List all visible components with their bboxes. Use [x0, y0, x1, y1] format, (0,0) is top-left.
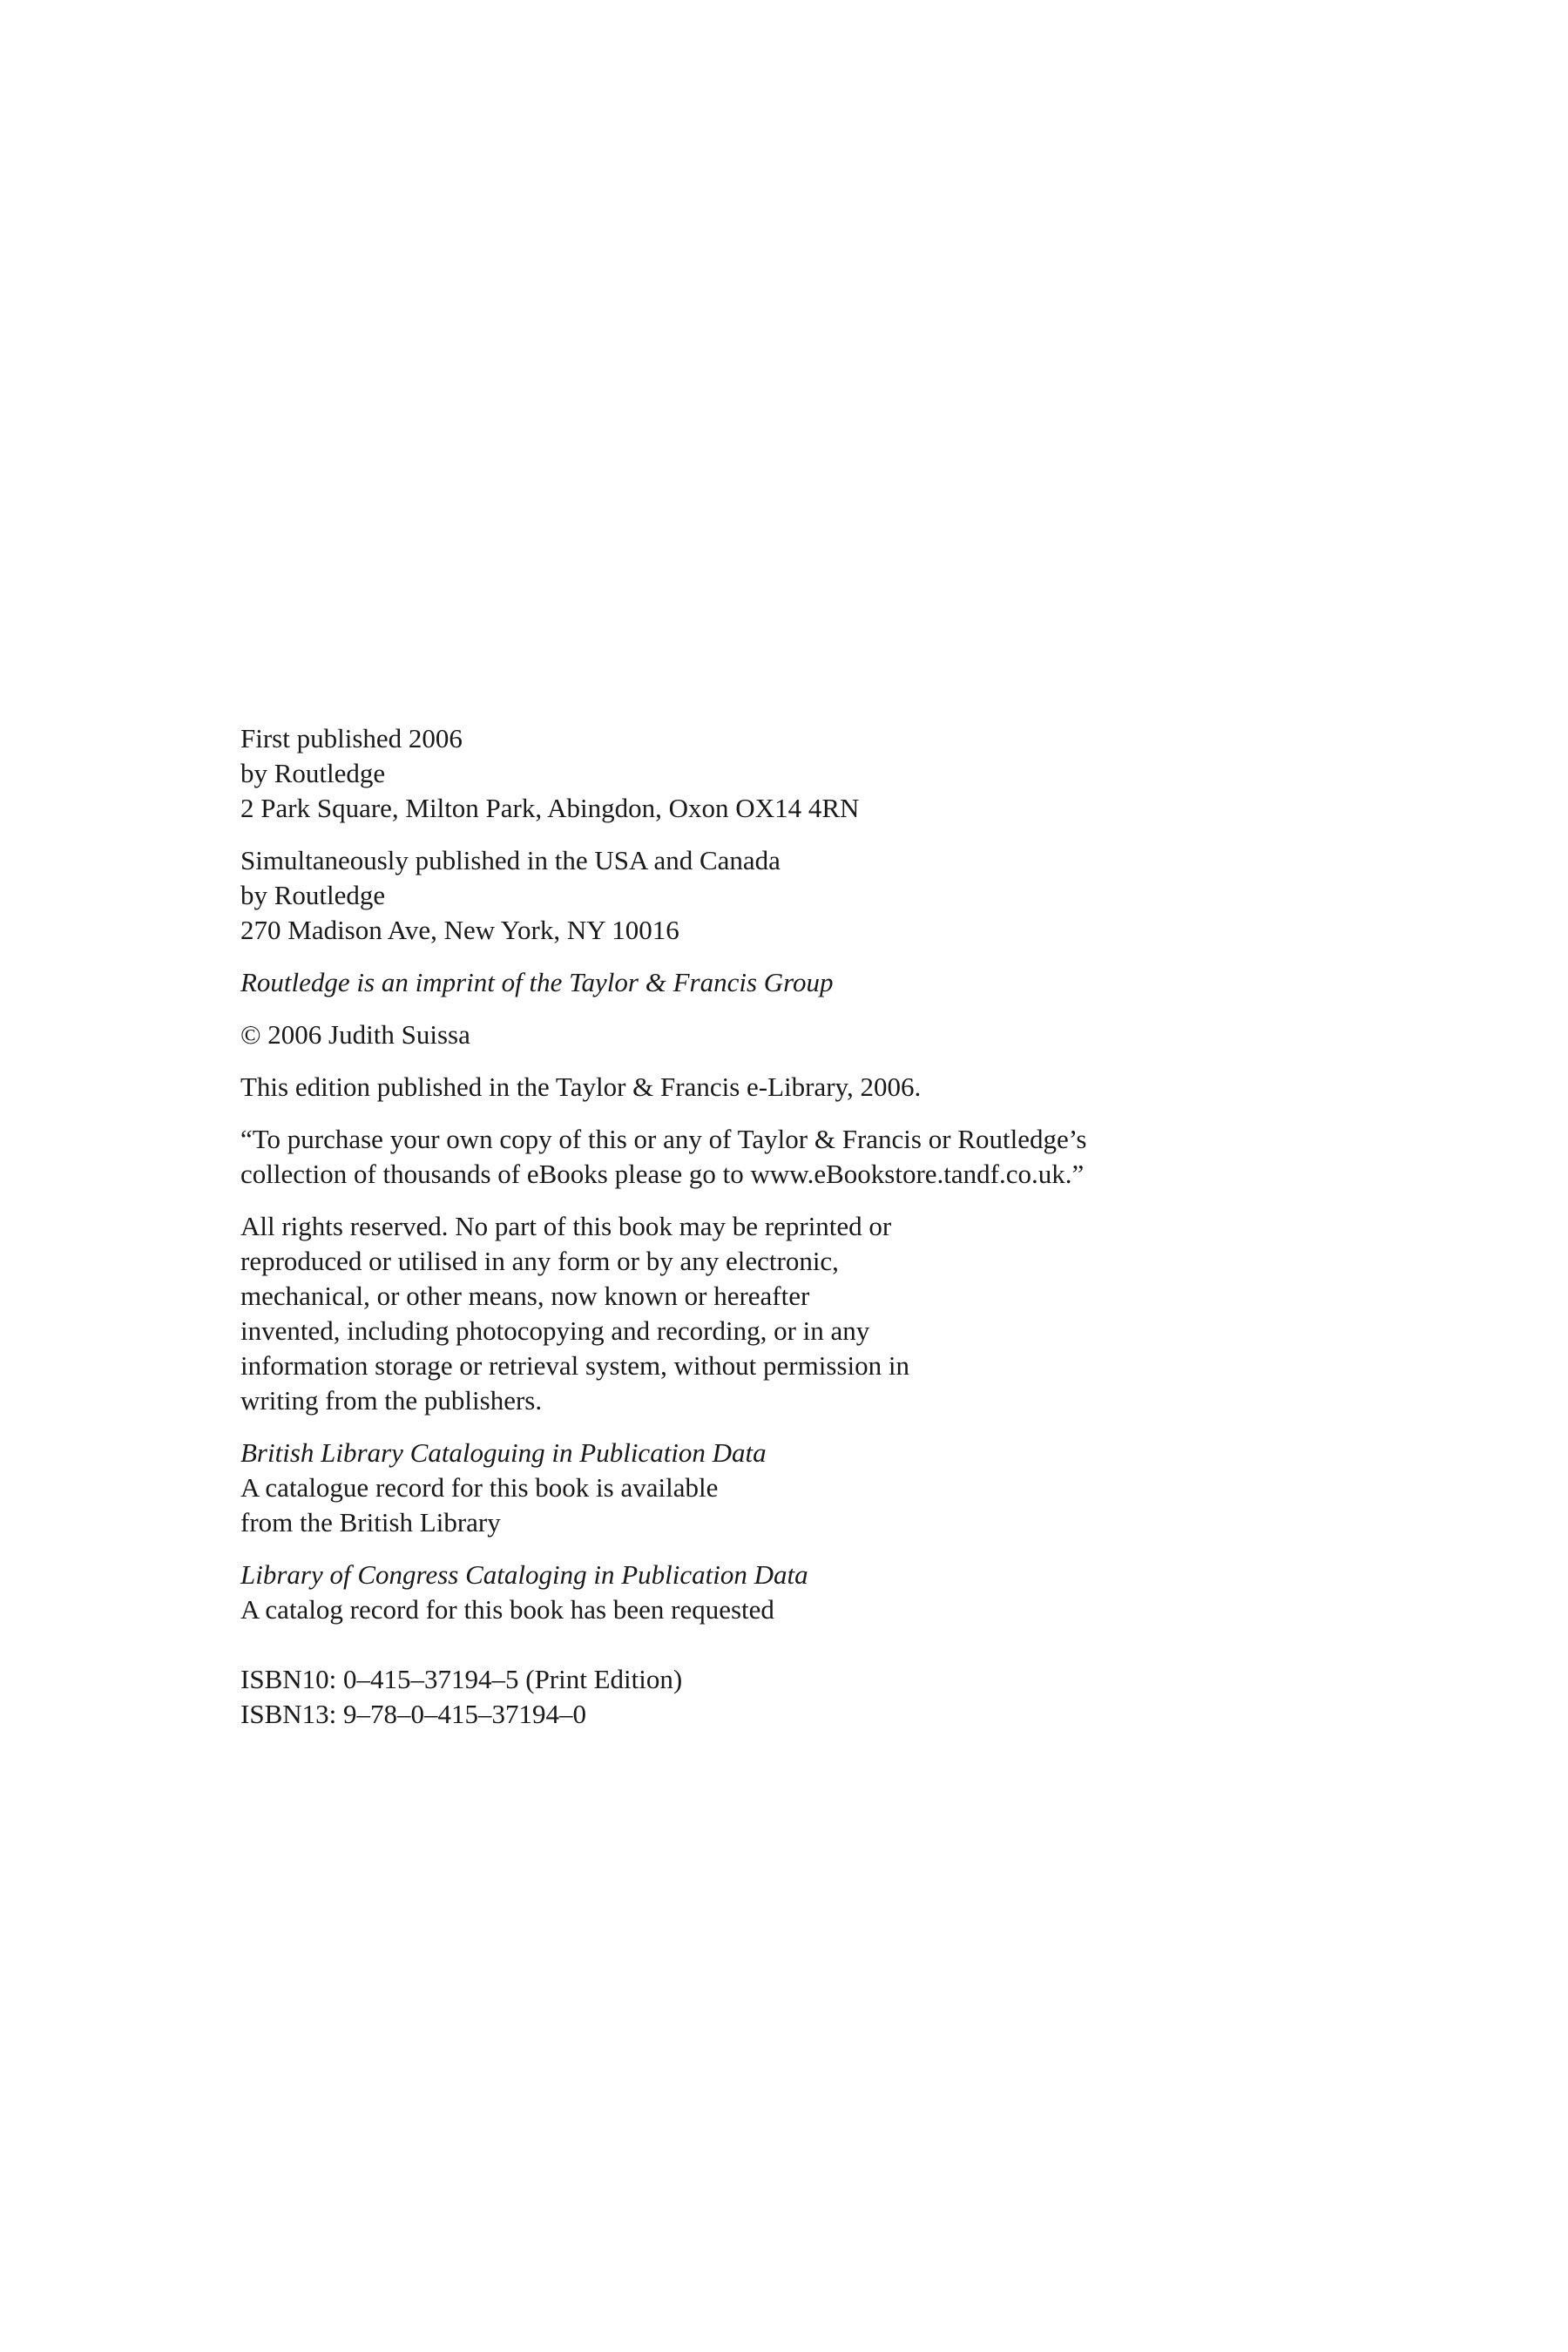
- usa-publisher-line: by Routledge: [240, 880, 386, 910]
- purchase-block: [240, 1122, 1355, 1192]
- simultaneous-publication-line: Simultaneously published in the USA and Canada: [240, 845, 781, 875]
- rights-line-1: All rights reserved. No part of this book may be reprinted or: [240, 1211, 892, 1241]
- copyright-line: © 2006 Judith Suissa: [240, 1019, 470, 1050]
- usa-canada-block: [240, 843, 1355, 948]
- publisher-line: by Routledge: [240, 758, 386, 788]
- british-library-block: [240, 1436, 1355, 1540]
- rights-line-3: mechanical, or other means, now known or hereafter: [240, 1281, 810, 1311]
- rights-block: [240, 1209, 1355, 1418]
- purchase-line-1: “To purchase your own copy of this or any of Taylor & Francis or Routledge’s: [240, 1124, 1087, 1154]
- isbn13-line: ISBN13: 9–78–0–415–37194–0: [240, 1699, 586, 1729]
- rights-line-6: writing from the publishers.: [240, 1385, 543, 1416]
- rights-line-4: invented, including photocopying and recording, or in any: [240, 1315, 870, 1346]
- usa-publisher-address: 270 Madison Ave, New York, NY 10016: [240, 915, 679, 945]
- publisher-address: 2 Park Square, Milton Park, Abingdon, Oxon OX14 4RN: [240, 793, 860, 823]
- rights-line-2: reproduced or utilised in any form or by any electronic,: [240, 1246, 839, 1276]
- first-published-line: First published 2006: [240, 723, 463, 754]
- british-library-heading: British Library Cataloguing in Publication Data: [240, 1437, 767, 1468]
- imprint-block: [240, 965, 1355, 1000]
- british-library-line-1: A catalogue record for this book is available: [240, 1472, 719, 1503]
- isbn10-line: ISBN10: 0–415–37194–5 (Print Edition): [240, 1664, 683, 1694]
- library-of-congress-block: [240, 1558, 1355, 1627]
- copyright-block: [240, 1017, 1355, 1052]
- edition-line: This edition published in the Taylor & Francis e-Library, 2006.: [240, 1071, 922, 1102]
- library-of-congress-heading: Library of Congress Cataloging in Publication Data: [240, 1559, 808, 1590]
- copyright-text-block: [240, 721, 1355, 1749]
- library-of-congress-line-1: A catalog record for this book has been requested: [240, 1594, 774, 1625]
- purchase-line-2: collection of thousands of eBooks please go to www.eBookstore.tandf.co.uk.”: [240, 1159, 1085, 1189]
- imprint-line: Routledge is an imprint of the Taylor & Francis Group: [240, 967, 834, 997]
- first-published-block: [240, 721, 1355, 826]
- rights-line-5: information storage or retrieval system, without permission in: [240, 1350, 909, 1381]
- isbn-block: [240, 1662, 1355, 1732]
- british-library-line-2: from the British Library: [240, 1507, 501, 1538]
- edition-block: [240, 1070, 1355, 1105]
